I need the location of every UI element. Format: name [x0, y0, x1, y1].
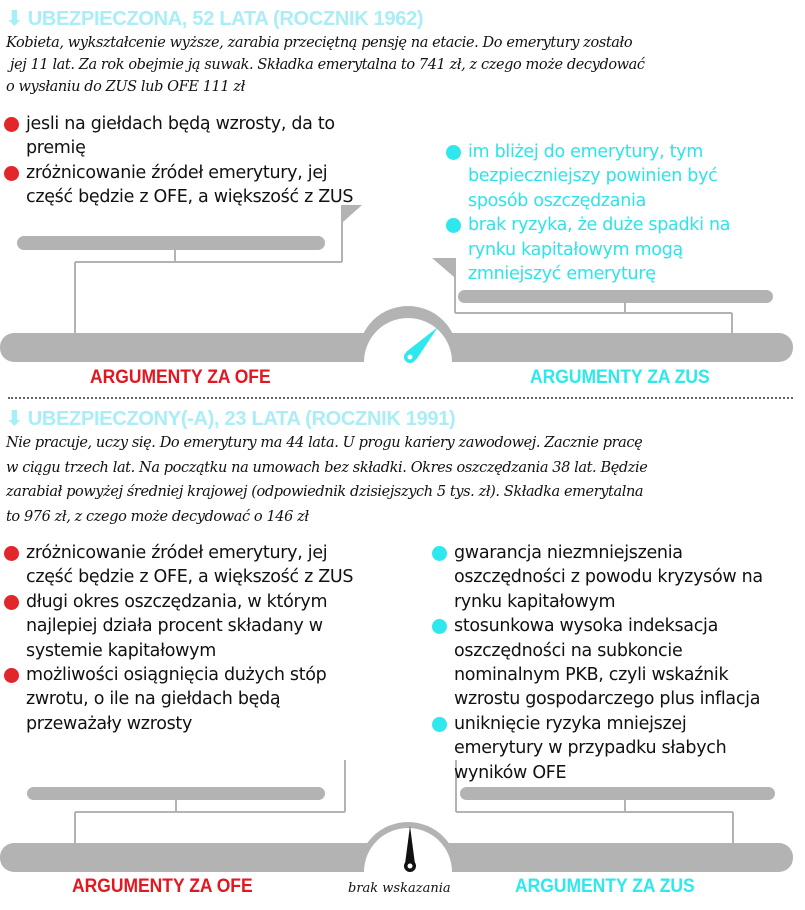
section-2-label-zus: ARGUMENTY ZA ZUS [515, 876, 695, 897]
section-2-description: Nie pracuje, uczy się. Do emerytury ma 44 lata. U progu kariery zawodowej. Zacznie pracę w ciągu trzech lat. Na początku na umowach bez składki. Okres oszczędzania 38 lat. Będzie zarabiał powyżej średniej krajowej (odpowiednik dzisiejszych 5 tys. zł). Składka emerytalna to 976 zł, z czego może decydować o 146 zł [6, 435, 648, 525]
section-1-label-zus: ARGUMENTY ZA ZUS [530, 367, 710, 388]
scale-1-right-pan [458, 290, 773, 303]
arrow-down-icon: ⬇ [6, 8, 23, 30]
section-1-zus-arguments [446, 140, 786, 286]
scale-2-right-pan [460, 787, 775, 800]
bullet-icon [4, 166, 19, 181]
argument-item: możliwości osiągnięcia dużych stóp zwrotu, o ile na giełdach będą przeważały wzrosty [4, 663, 384, 736]
argument-item: zróżnicowanie źródeł emerytury, jej część będzie z OFE, a większość z ZUS [4, 161, 354, 210]
argument-item: długi okres oszczędzania, w którym najlepiej działa procent składany w systemie kapitałowym [4, 590, 384, 663]
section-2-indicator-note: brak wskazania [348, 881, 451, 896]
argument-item: brak ryzyka, że duże spadki na rynku kapitałowym mogą zmniejszyć emeryturę [446, 213, 786, 286]
section-1-label-ofe: ARGUMENTY ZA OFE [90, 367, 271, 388]
bullet-icon [446, 218, 461, 233]
argument-item: uniknięcie ryzyka mniejszej emerytury w przypadku słabych wyników OFE [432, 712, 792, 785]
argument-item: zróżnicowanie źródeł emerytury, jej część będzie z OFE, a większość z ZUS [4, 541, 384, 590]
argument-item: stosunkowa wysoka indeksacja oszczędności na subkoncie nominalnym PKB, czyli wskaźnik wzrostu gospodarczego plus inflacja [432, 614, 792, 712]
section-2-label-ofe: ARGUMENTY ZA OFE [72, 876, 253, 897]
section-2-zus-arguments [432, 541, 792, 785]
bullet-icon [4, 595, 19, 610]
bullet-icon [4, 546, 19, 561]
scale-1-left-pan [17, 236, 325, 250]
section-divider [8, 397, 793, 399]
arrow-down-icon: ⬇ [6, 408, 23, 430]
section-1-description: Kobieta, wykształcenie wyższe, zarabia przeciętną pensję na etacie. Do emerytury zostało jej 11 lat. Za rok obejmie ją suwak. Składka emerytalna to 741 zł, z czego może decydować o wysłaniu do ZUS lub OFE 111 zł [6, 35, 645, 95]
section-1-header: ⬇ UBEZPIECZONA, 52 LATA (ROCZNIK 1962) [6, 8, 424, 30]
bullet-icon [4, 117, 19, 132]
bullet-icon [446, 145, 461, 160]
argument-item: im bliżej do emerytury, tym bezpieczniejszy powinien być sposób oszczędzania [446, 140, 786, 213]
bullet-icon [4, 668, 19, 683]
section-1-ofe-arguments [4, 112, 354, 210]
scale-2-left-pan [27, 787, 325, 800]
argument-item: gwarancja niezmniejszenia oszczędności z powodu kryzysów na rynku kapitałowym [432, 541, 792, 614]
bullet-icon [432, 546, 447, 561]
section-2-header: ⬇ UBEZPIECZONY(-A), 23 LATA (ROCZNIK 1991) [6, 408, 456, 430]
bullet-icon [432, 619, 447, 634]
scale-2-left-arm [75, 760, 345, 845]
bullet-icon [432, 717, 447, 732]
scale-1-left-arm [75, 205, 342, 335]
section-2-ofe-arguments [4, 541, 384, 736]
argument-item: jesli na giełdach będą wzrosty, da to premię [4, 112, 354, 161]
